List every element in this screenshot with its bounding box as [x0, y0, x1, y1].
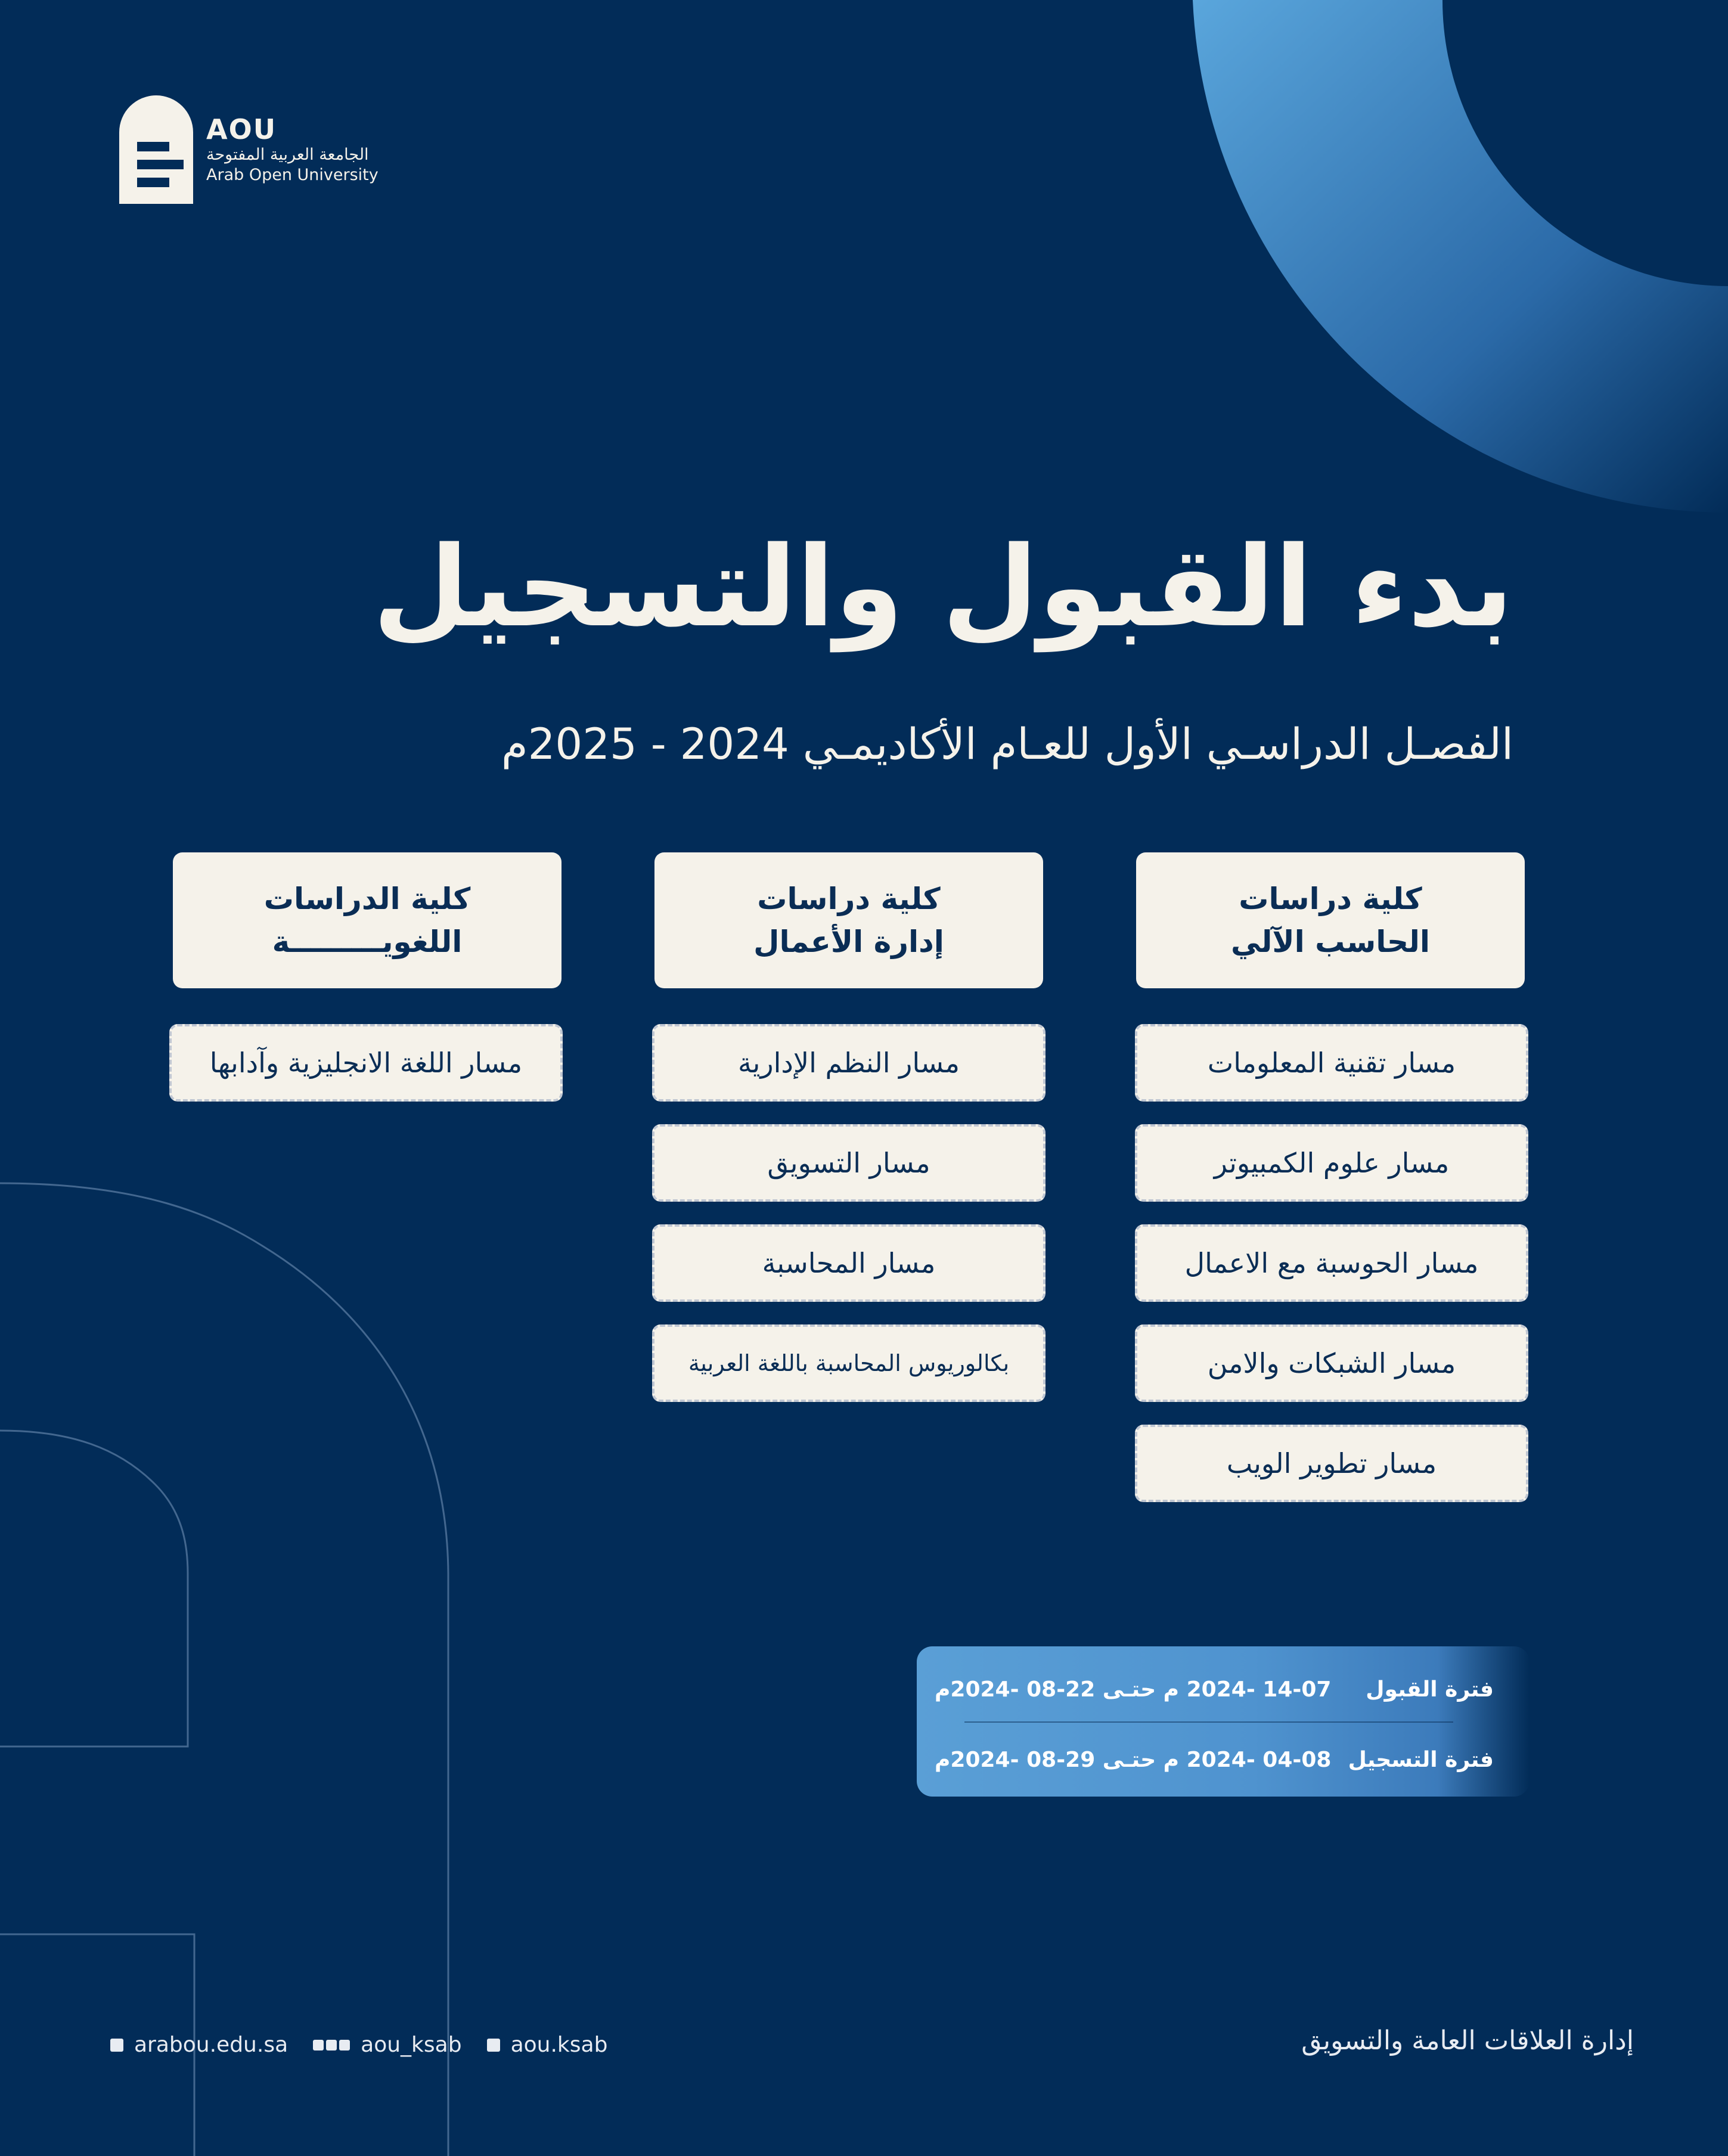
footer-contacts [110, 2033, 607, 2057]
admission-period-value: 14-07 -2024 م حتـى 22-08 -2024م [935, 1677, 1332, 1702]
admission-period-label: فترة القبول [1366, 1677, 1494, 1702]
website-link[interactable]: arabou.edu.sa [134, 2033, 288, 2057]
dates-divider [964, 1721, 1453, 1723]
college-header-line2: اللغويـــــــــة [272, 925, 463, 959]
track-item[interactable]: مسار المحاسبة [652, 1224, 1046, 1302]
track-item[interactable]: مسار تطوير الويب [1135, 1425, 1528, 1502]
track-item[interactable]: بكالوريوس المحاسبة باللغة العربية [652, 1324, 1046, 1402]
department-name: إدارة العلاقات العامة والتسويق [1301, 2025, 1634, 2056]
registration-period-label: فترة التسجيل [1348, 1747, 1494, 1772]
snapchat-icon [339, 2040, 350, 2050]
admission-period-row [935, 1659, 1494, 1719]
dates-panel [917, 1646, 1530, 1797]
search-icon [110, 2039, 123, 2052]
logo-abbreviation: AOU [206, 113, 277, 145]
track-item[interactable]: مسار التسويق [652, 1124, 1046, 1202]
logo-name-english: Arab Open University [206, 166, 379, 184]
x-icon [326, 2040, 337, 2050]
logo-name-arabic: الجامعة العربية المفتوحة [206, 145, 369, 164]
track-item[interactable]: مسار تقنية المعلومات [1135, 1024, 1528, 1102]
college-header-line2: الحاسب الآلي [1231, 925, 1430, 959]
facebook-handle-link[interactable]: aou.ksab [510, 2033, 608, 2057]
college-header-line1: كلية دراسات [757, 882, 941, 916]
page-title: بدء القبول والتسجيل [373, 522, 1513, 652]
track-item[interactable]: مسار النظم الإدارية [652, 1024, 1046, 1102]
college-header-business [654, 852, 1043, 988]
university-logo[interactable] [119, 95, 379, 204]
track-item[interactable]: مسار الحوسبة مع الاعمال [1135, 1224, 1528, 1302]
college-header-computer [1136, 852, 1525, 988]
track-item[interactable]: مسار علوم الكمبيوتر [1135, 1124, 1528, 1202]
college-header-line2: إدارة الأعمال [753, 925, 944, 959]
social-handle-link[interactable]: aou_ksab [361, 2033, 462, 2057]
registration-period-value: 04-08 -2024 م حتـى 29-08 -2024م [935, 1747, 1332, 1772]
track-item[interactable]: مسار الشبكات والامن [1135, 1324, 1528, 1402]
page-subtitle: الفصـل الدراسـي الأول للعـام الأكاديمـي 2024 - 2025م [501, 719, 1513, 769]
social-icons [313, 2040, 350, 2050]
college-header-line1: كلية دراسات [1239, 882, 1422, 916]
college-header-languages [173, 852, 561, 988]
instagram-icon [313, 2040, 324, 2050]
track-item[interactable]: مسار اللغة الانجليزية وآدابها [169, 1024, 563, 1102]
facebook-icon [487, 2039, 500, 2052]
college-header-line1: كلية الدراسات [263, 882, 471, 916]
logo-mark-icon [119, 95, 193, 204]
registration-period-row [935, 1730, 1494, 1789]
